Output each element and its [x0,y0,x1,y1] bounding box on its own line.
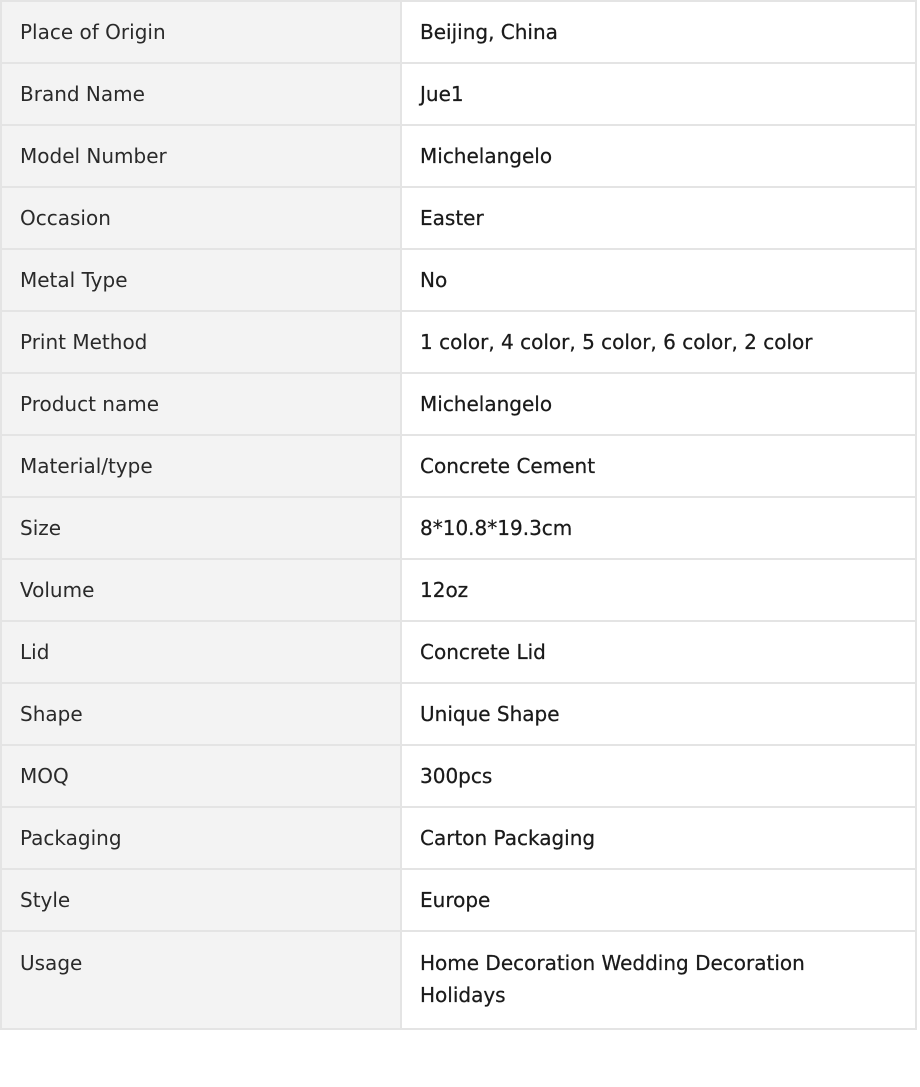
spec-value: Concrete Lid [401,621,916,683]
table-row [1,931,916,1029]
spec-value: Michelangelo [401,125,916,187]
spec-value: Europe [401,869,916,931]
spec-value: No [401,249,916,311]
table-row [1,807,916,869]
table-row [1,187,916,249]
spec-value: 300pcs [401,745,916,807]
spec-value: Carton Packaging [401,807,916,869]
table-row [1,63,916,125]
spec-value: Concrete Cement [401,435,916,497]
table-row [1,311,916,373]
table-row [1,683,916,745]
spec-label: Volume [1,559,401,621]
spec-label: Lid [1,621,401,683]
spec-label: Packaging [1,807,401,869]
table-row [1,1,916,63]
table-row [1,869,916,931]
table-row [1,435,916,497]
spec-label: Product name [1,373,401,435]
spec-value: Easter [401,187,916,249]
spec-value: Michelangelo [401,373,916,435]
table-row [1,621,916,683]
spec-value: 8*10.8*19.3cm [401,497,916,559]
spec-label: Brand Name [1,63,401,125]
table-row [1,497,916,559]
spec-label: Style [1,869,401,931]
spec-label: Print Method [1,311,401,373]
spec-value: 1 color, 4 color, 5 color, 6 color, 2 color [401,311,916,373]
spec-label: MOQ [1,745,401,807]
table-row [1,373,916,435]
spec-label: Metal Type [1,249,401,311]
table-row [1,249,916,311]
spec-label: Model Number [1,125,401,187]
spec-label: Size [1,497,401,559]
table-row [1,559,916,621]
spec-value: Jue1 [401,63,916,125]
spec-label: Place of Origin [1,1,401,63]
spec-label: Shape [1,683,401,745]
spec-label: Usage [1,931,401,1029]
spec-value: Unique Shape [401,683,916,745]
spec-value: Beijing, China [401,1,916,63]
table-row [1,745,916,807]
spec-label: Material/type [1,435,401,497]
table-row [1,125,916,187]
spec-value: Home Decoration Wedding Decoration Holidays [401,931,916,1029]
spec-value: 12oz [401,559,916,621]
spec-label: Occasion [1,187,401,249]
